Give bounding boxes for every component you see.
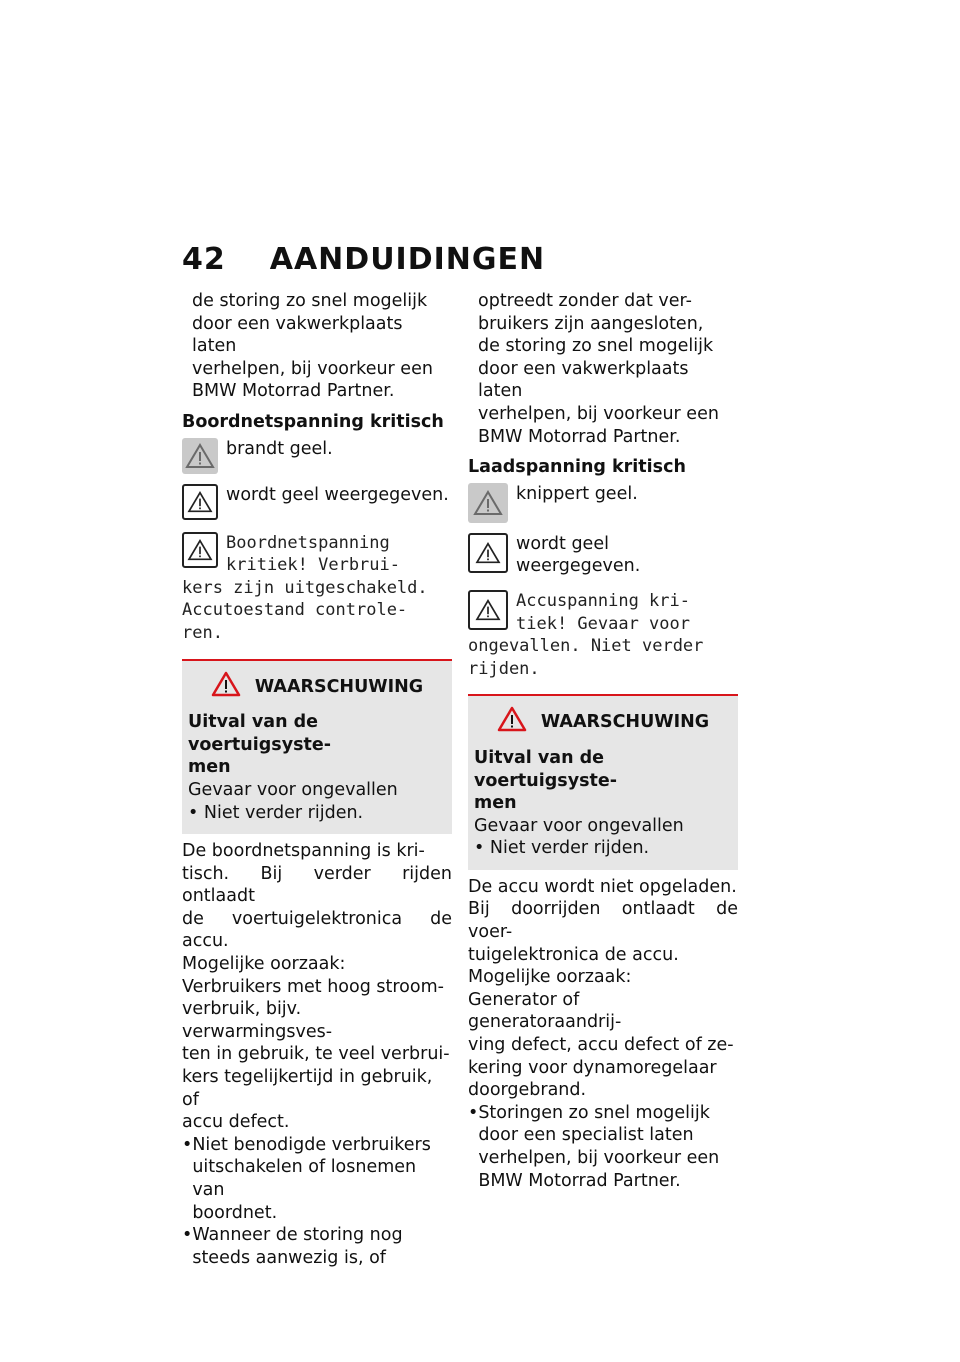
text-line: Wanneer de storing nog: [192, 1225, 403, 1246]
message-line: Accutoestand controle-: [182, 600, 408, 621]
text-line: de storing zo snel mogelijk: [478, 336, 714, 357]
text-line: Generator of generatoraandrij-: [468, 989, 622, 1033]
warning-triangle-filled-icon: [468, 483, 508, 523]
message-line: rijden.: [468, 658, 540, 679]
text-line: De accu wordt niet opgeladen.: [468, 876, 737, 897]
text-line: uitschakelen of losnemen van: [192, 1157, 417, 1200]
right-column: [468, 290, 738, 1192]
display-message: [468, 590, 738, 680]
cause-label: Mogelijke oorzaak:: [468, 967, 632, 988]
warning-box: [182, 659, 452, 835]
text-line: BMW Motorrad Partner.: [478, 426, 681, 447]
text-line: door een vakwerkplaats laten: [478, 358, 689, 402]
subheading: Boordnetspanning kritisch: [182, 411, 444, 432]
text-line: boordnet.: [192, 1202, 278, 1223]
cause-text: [182, 976, 452, 1134]
warning-triangle-outline-icon: [468, 533, 508, 573]
warning-action: • Niet verder rijden.: [188, 802, 364, 823]
warning-title: WAARSCHUWING: [540, 712, 710, 733]
text-line: verbruik, bijv. verwarmingsves-: [182, 999, 333, 1042]
text-line: BMW Motorrad Partner.: [478, 1170, 681, 1191]
subheading: Laadspanning kritisch: [468, 457, 686, 478]
text-line: Verbruikers met hoog stroom-: [182, 976, 444, 997]
text-line: men: [474, 793, 517, 814]
text-line: doorgebrand.: [468, 1080, 587, 1101]
text-line: verhelpen, bij voorkeur een: [478, 403, 719, 424]
text-line: tuigelektronica de accu.: [468, 944, 679, 965]
cause-label: Mogelijke oorzaak:: [182, 954, 346, 975]
warning-subtitle: [188, 711, 446, 779]
text-line: tisch. Bij verder rijden ontlaadt: [182, 863, 452, 907]
list-item: • Niet benodigde verbruikers uitschakelen of losnemen van boordnet.: [182, 1134, 452, 1224]
description: [468, 876, 738, 966]
indicator-text: brandt geel.: [226, 438, 333, 459]
warning-subtitle: [474, 747, 732, 815]
message-line: kers zijn uitgeschakeld.: [182, 577, 428, 598]
description: [182, 840, 452, 953]
display-text: wordt geel weergegeven.: [226, 484, 449, 505]
text-line: bruikers zijn aangesloten,: [478, 313, 704, 334]
display-row: [182, 484, 452, 520]
text-line: Niet benodigde verbruikers: [192, 1134, 431, 1155]
text-line: Storingen zo snel mogelijk: [478, 1102, 710, 1123]
text-line: verhelpen, bij voorkeur een: [478, 1148, 720, 1168]
text-line: ten in gebruik, te veel verbrui-: [182, 1044, 450, 1065]
text-line: kering voor dynamoregelaar: [468, 1057, 717, 1078]
text-line: steeds aanwezig is, of: [192, 1247, 386, 1268]
text-line: door een specialist laten: [478, 1125, 694, 1146]
text-line: Uitval van de voertuigsyste-: [188, 712, 332, 755]
text-line: men: [188, 757, 231, 778]
text-line: Uitval van de voertuigsyste-: [474, 747, 618, 791]
text-line: kers tegelijkertijd in gebruik, of: [182, 1067, 433, 1110]
text-line: verhelpen, bij voorkeur een: [192, 358, 433, 379]
text-line: ving defect, accu defect of ze-: [468, 1035, 734, 1056]
text-line: de storing zo snel mogelijk: [192, 291, 428, 311]
warning-danger: Gevaar voor ongevallen: [188, 779, 398, 800]
left-column: [182, 290, 452, 1269]
message-line: tiek! Gevaar voor: [516, 613, 690, 634]
message-line: Boordnetspanning: [226, 532, 390, 553]
warning-title: WAARSCHUWING: [254, 676, 424, 697]
intro-text: [182, 290, 452, 403]
text-line: Bij doorrijden ontlaadt de voer-: [468, 899, 738, 943]
warning-danger: Gevaar voor ongevallen: [474, 815, 684, 836]
text-line: optreedt zonder dat ver-: [478, 291, 692, 311]
text-line: de voertuigelektronica de accu.: [182, 908, 452, 952]
text-line: door een vakwerkplaats laten: [192, 313, 403, 357]
message-line: kritiek! Verbrui-: [226, 555, 400, 576]
warning-triangle-outline-icon: [182, 484, 218, 520]
section-title: AANDUIDINGEN: [269, 242, 546, 277]
list-item: • Wanneer de storing nog steeds aanwezig is, of: [182, 1224, 452, 1269]
text-line: BMW Motorrad Partner.: [192, 381, 395, 402]
warning-triangle-outline-icon: [468, 590, 508, 630]
display-row: [468, 533, 738, 578]
warning-triangle-filled-icon: [182, 438, 218, 474]
page-header: [182, 242, 545, 277]
display-text: wordt geel weergegeven.: [516, 533, 641, 577]
warning-box: [468, 694, 738, 870]
display-message: [182, 532, 452, 645]
text-line: De boordnetspanning is kri-: [182, 841, 425, 862]
list-item: • Storingen zo snel mogelijk door een specialist laten verhelpen, bij voorkeur een BMW Motorrad Partner.: [468, 1102, 738, 1192]
message-line: ongevallen. Niet verder: [468, 636, 704, 657]
message-line: ren.: [182, 622, 223, 643]
intro-text: [468, 290, 738, 448]
message-line: Accuspanning kri-: [516, 590, 690, 611]
indicator-row: [182, 438, 452, 474]
warning-action: • Niet verder rijden.: [474, 838, 650, 859]
warning-triangle-red-icon: [211, 671, 241, 704]
page-number: 42: [182, 242, 226, 277]
warning-triangle-outline-icon: [182, 532, 218, 568]
warning-triangle-red-icon: [497, 706, 527, 739]
indicator-row: [468, 483, 738, 523]
text-line: accu defect.: [182, 1112, 290, 1133]
indicator-text: knippert geel.: [516, 483, 638, 504]
cause-text: [468, 989, 738, 1102]
